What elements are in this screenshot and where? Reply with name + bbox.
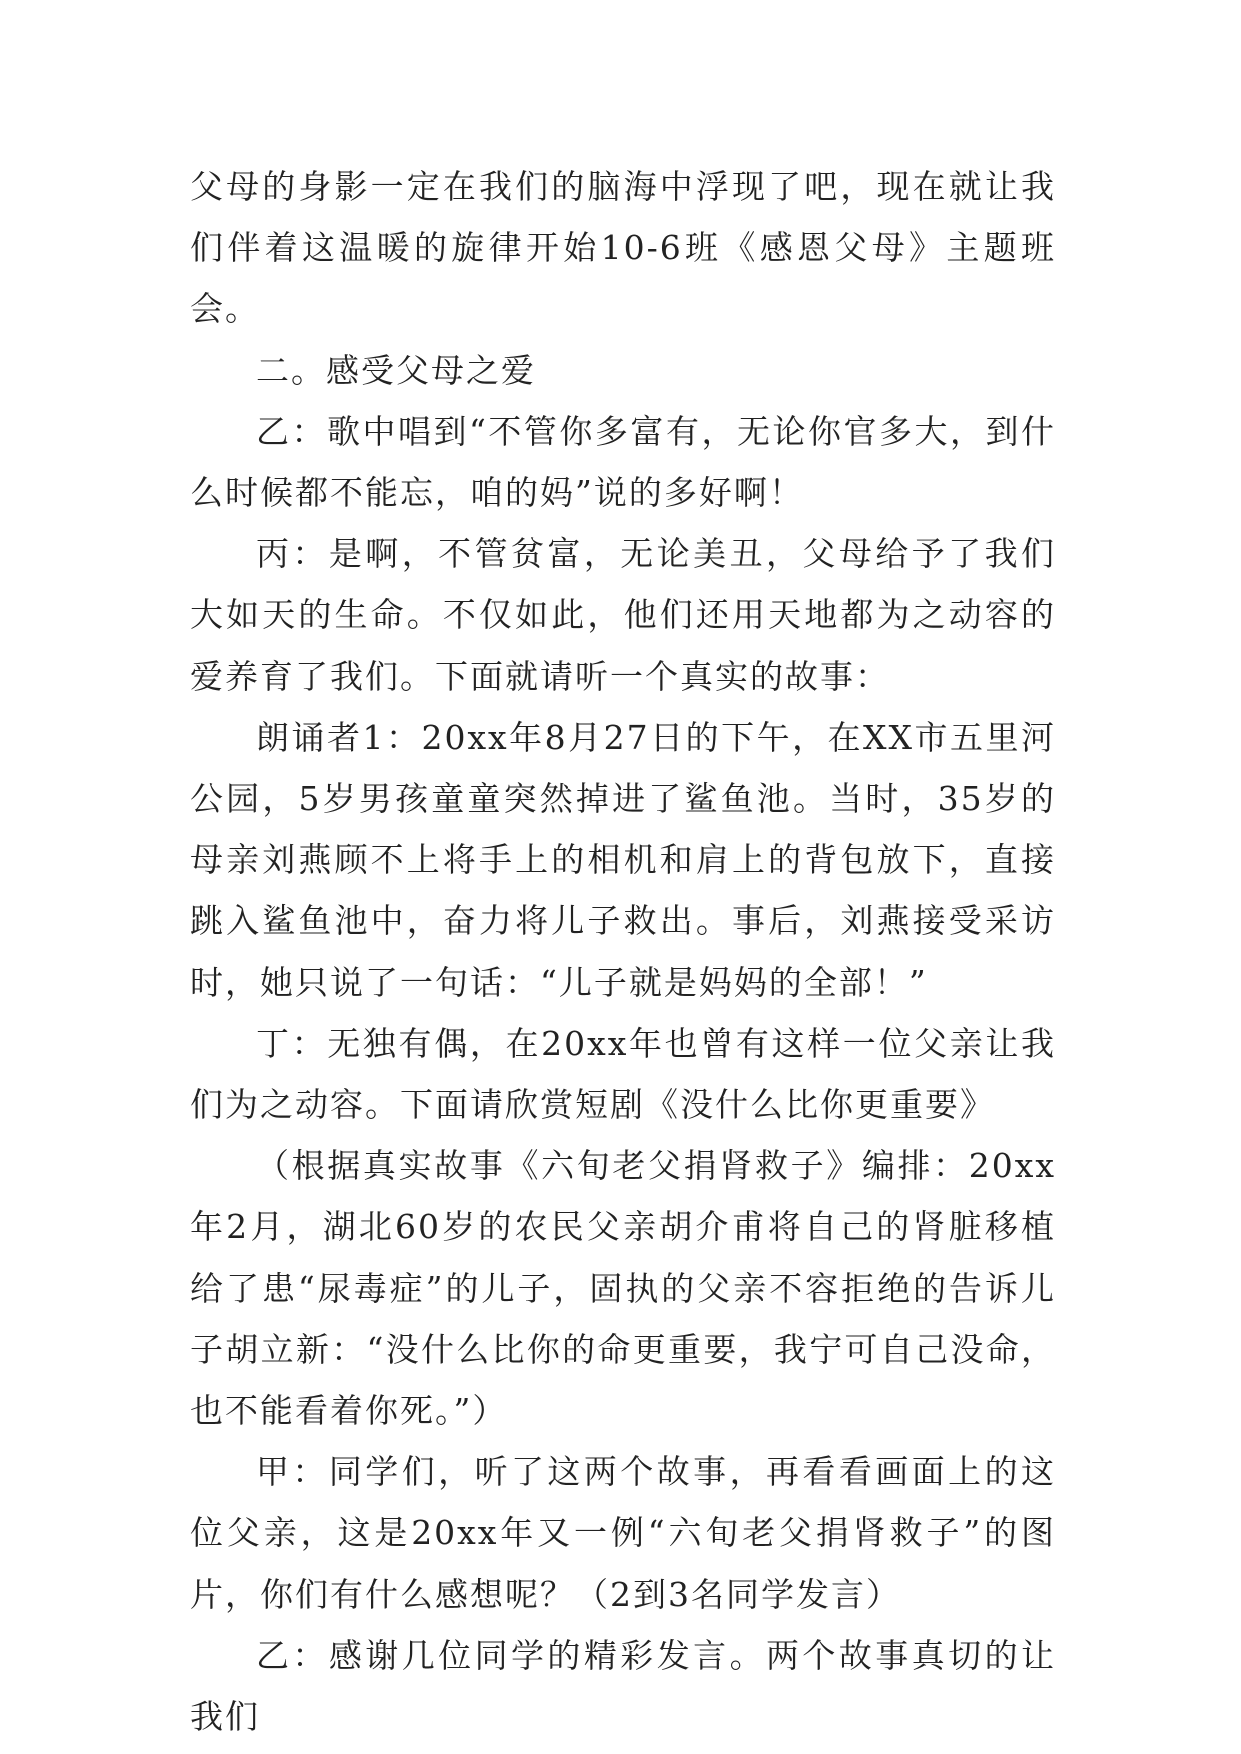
- paragraph-bing: 丙：是啊，不管贫富，无论美丑，父母给予了我们大如天的生命。不仅如此，他们还用天地都为之动容的爱养育了我们。下面就请听一个真实的故事：: [190, 534, 1056, 696]
- paragraph-intro-continuation: 父母的身影一定在我们的脑海中浮现了吧，现在就让我们伴着这温暖的旋律开始10-6班《感恩父母》主题班会。: [190, 167, 1056, 329]
- paragraph-jia: 甲：同学们，听了这两个故事，再看看画面上的这位父亲，这是20xx年又一例“六旬老父捐肾救子”的图片，你们有什么感想呢？（2到3名同学发言）: [190, 1452, 1056, 1614]
- section-heading: 二。感受父母之爱: [256, 350, 536, 390]
- document-body: [190, 156, 1056, 1747]
- paragraph-yi-song: 乙：歌中唱到“不管你多富有，无论你官多大，到什么时候都不能忘，咱的妈”说的多好啊！: [190, 411, 1056, 513]
- paragraph-ding: 丁：无独有偶，在20xx年也曾有这样一位父亲让我们为之动容。下面请欣赏短剧《没什么比你更重要》: [190, 1023, 1056, 1125]
- paragraph-yi-thanks: 乙：感谢几位同学的精彩发言。两个故事真切的让我们: [190, 1635, 1056, 1737]
- paragraph-reciter-story: 朗诵者1：20xx年8月27日的下午，在XX市五里河公园，5岁男孩童童突然掉进了鲨鱼池。当时，35岁的母亲刘燕顾不上将手上的相机和肩上的背包放下，直接跳入鲨鱼池中，奋力将儿子救出。事后，刘燕接受采访时，她只说了一句话：“儿子就是妈妈的全部！”: [190, 717, 1056, 1002]
- paragraph-play-note: （根据真实故事《六旬老父捐肾救子》编排：20xx年2月，湖北60岁的农民父亲胡介甫将自己的肾脏移植给了患“尿毒症”的儿子，固执的父亲不容拒绝的告诉儿子胡立新：“没什么比你的命更重要，我宁可自己没命，也不能看着你死。”）: [190, 1146, 1056, 1431]
